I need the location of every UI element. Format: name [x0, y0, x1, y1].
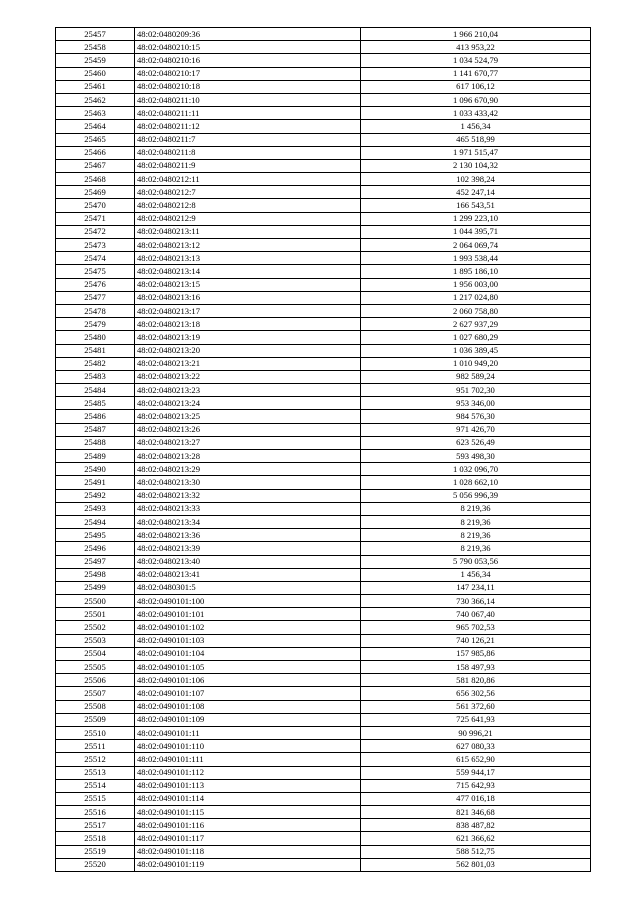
- cadastral-number-cell: 48:02:0490101:114: [135, 792, 361, 805]
- table-row: [56, 726, 591, 739]
- cadastral-value-cell: 102 398,24: [361, 173, 591, 186]
- row-number-cell: 25458: [56, 41, 135, 54]
- row-number-cell: 25494: [56, 515, 135, 528]
- cadastral-number-cell: 48:02:0490101:113: [135, 779, 361, 792]
- row-number-cell: 25506: [56, 674, 135, 687]
- cadastral-number-cell: 48:02:0480213:14: [135, 265, 361, 278]
- cadastral-value-cell: 1 456,34: [361, 120, 591, 133]
- table-row: [56, 819, 591, 832]
- table-row: [56, 304, 591, 317]
- table-row: [56, 41, 591, 54]
- row-number-cell: 25481: [56, 344, 135, 357]
- cadastral-number-cell: 48:02:0480213:29: [135, 463, 361, 476]
- cadastral-value-cell: 593 498,30: [361, 450, 591, 463]
- cadastral-value-cell: 8 219,36: [361, 529, 591, 542]
- row-number-cell: 25489: [56, 450, 135, 463]
- cadastral-value-cell: 740 067,40: [361, 608, 591, 621]
- cadastral-value-cell: 971 426,70: [361, 423, 591, 436]
- cadastral-number-cell: 48:02:0480211:11: [135, 107, 361, 120]
- cadastral-value-cell: 1 028 662,10: [361, 476, 591, 489]
- row-number-cell: 25498: [56, 568, 135, 581]
- table-row: [56, 647, 591, 660]
- cadastral-value-cell: 730 366,14: [361, 595, 591, 608]
- table-row: [56, 687, 591, 700]
- cadastral-value-cell: 8 219,36: [361, 542, 591, 555]
- cadastral-value-cell: 1 141 670,77: [361, 67, 591, 80]
- row-number-cell: 25472: [56, 225, 135, 238]
- row-number-cell: 25491: [56, 476, 135, 489]
- row-number-cell: 25503: [56, 634, 135, 647]
- cadastral-value-cell: 562 801,03: [361, 858, 591, 871]
- table-row: [56, 713, 591, 726]
- table-row: [56, 634, 591, 647]
- cadastral-number-cell: 48:02:0490101:110: [135, 740, 361, 753]
- cadastral-number-cell: 48:02:0480213:15: [135, 278, 361, 291]
- cadastral-value-cell: 1 895 186,10: [361, 265, 591, 278]
- table-row: [56, 159, 591, 172]
- cadastral-value-cell: 5 790 053,56: [361, 555, 591, 568]
- row-number-cell: 25480: [56, 331, 135, 344]
- table-row: [56, 252, 591, 265]
- cadastral-value-cell: 2 130 104,32: [361, 159, 591, 172]
- row-number-cell: 25502: [56, 621, 135, 634]
- table-row: [56, 621, 591, 634]
- row-number-cell: 25493: [56, 502, 135, 515]
- cadastral-value-cell: 581 820,86: [361, 674, 591, 687]
- row-number-cell: 25507: [56, 687, 135, 700]
- cadastral-number-cell: 48:02:0480211:7: [135, 133, 361, 146]
- cadastral-number-cell: 48:02:0480213:26: [135, 423, 361, 436]
- cadastral-number-cell: 48:02:0480213:17: [135, 304, 361, 317]
- row-number-cell: 25483: [56, 370, 135, 383]
- cadastral-value-cell: 5 056 996,39: [361, 489, 591, 502]
- cadastral-number-cell: 48:02:0480211:12: [135, 120, 361, 133]
- row-number-cell: 25478: [56, 304, 135, 317]
- table-row: [56, 384, 591, 397]
- cadastral-value-table: [55, 27, 591, 872]
- table-row: [56, 595, 591, 608]
- row-number-cell: 25516: [56, 806, 135, 819]
- cadastral-number-cell: 48:02:0480213:12: [135, 239, 361, 252]
- cadastral-value-cell: 1 456,34: [361, 568, 591, 581]
- cadastral-value-cell: 621 366,62: [361, 832, 591, 845]
- row-number-cell: 25501: [56, 608, 135, 621]
- cadastral-value-cell: 984 576,30: [361, 410, 591, 423]
- cadastral-number-cell: 48:02:0490101:117: [135, 832, 361, 845]
- row-number-cell: 25460: [56, 67, 135, 80]
- cadastral-value-cell: 965 702,53: [361, 621, 591, 634]
- cadastral-value-cell: 615 652,90: [361, 753, 591, 766]
- cadastral-number-cell: 48:02:0490101:116: [135, 819, 361, 832]
- cadastral-value-cell: 725 641,93: [361, 713, 591, 726]
- table-row: [56, 199, 591, 212]
- cadastral-value-cell: 477 016,18: [361, 792, 591, 805]
- row-number-cell: 25496: [56, 542, 135, 555]
- cadastral-number-cell: 48:02:0490101:106: [135, 674, 361, 687]
- table-row: [56, 410, 591, 423]
- cadastral-value-cell: 1 027 680,29: [361, 331, 591, 344]
- table-row: [56, 463, 591, 476]
- cadastral-number-cell: 48:02:0480213:23: [135, 384, 361, 397]
- table-body: [56, 28, 591, 872]
- cadastral-value-cell: 465 518,99: [361, 133, 591, 146]
- cadastral-number-cell: 48:02:0490101:111: [135, 753, 361, 766]
- cadastral-number-cell: 48:02:0480213:33: [135, 502, 361, 515]
- cadastral-number-cell: 48:02:0480213:24: [135, 397, 361, 410]
- table-row: [56, 67, 591, 80]
- row-number-cell: 25465: [56, 133, 135, 146]
- table-row: [56, 239, 591, 252]
- cadastral-value-cell: 8 219,36: [361, 502, 591, 515]
- cadastral-number-cell: 48:02:0490101:102: [135, 621, 361, 634]
- cadastral-number-cell: 48:02:0480210:18: [135, 80, 361, 93]
- table-row: [56, 28, 591, 41]
- row-number-cell: 25461: [56, 80, 135, 93]
- cadastral-number-cell: 48:02:0490101:115: [135, 806, 361, 819]
- row-number-cell: 25495: [56, 529, 135, 542]
- table-row: [56, 529, 591, 542]
- table-row: [56, 779, 591, 792]
- cadastral-value-cell: 2 064 069,74: [361, 239, 591, 252]
- cadastral-value-cell: 2 060 758,80: [361, 304, 591, 317]
- row-number-cell: 25518: [56, 832, 135, 845]
- row-number-cell: 25468: [56, 173, 135, 186]
- table-row: [56, 766, 591, 779]
- cadastral-value-cell: 1 033 433,42: [361, 107, 591, 120]
- cadastral-number-cell: 48:02:0490101:103: [135, 634, 361, 647]
- cadastral-value-cell: 559 944,17: [361, 766, 591, 779]
- cadastral-number-cell: 48:02:0480213:13: [135, 252, 361, 265]
- row-number-cell: 25520: [56, 858, 135, 871]
- cadastral-number-cell: 48:02:0490101:100: [135, 595, 361, 608]
- cadastral-number-cell: 48:02:0490101:119: [135, 858, 361, 871]
- cadastral-value-cell: 2 627 937,29: [361, 318, 591, 331]
- cadastral-value-cell: 1 217 024,80: [361, 291, 591, 304]
- table-row: [56, 54, 591, 67]
- cadastral-number-cell: 48:02:0480213:25: [135, 410, 361, 423]
- table-row: [56, 674, 591, 687]
- table-row: [56, 120, 591, 133]
- table-row: [56, 581, 591, 594]
- row-number-cell: 25492: [56, 489, 135, 502]
- cadastral-value-cell: 715 642,93: [361, 779, 591, 792]
- row-number-cell: 25510: [56, 726, 135, 739]
- row-number-cell: 25486: [56, 410, 135, 423]
- cadastral-value-cell: 1 956 003,00: [361, 278, 591, 291]
- row-number-cell: 25482: [56, 357, 135, 370]
- cadastral-number-cell: 48:02:0480213:30: [135, 476, 361, 489]
- table-row: [56, 107, 591, 120]
- cadastral-value-cell: 1 966 210,04: [361, 28, 591, 41]
- row-number-cell: 25517: [56, 819, 135, 832]
- table-row: [56, 344, 591, 357]
- table-row: [56, 502, 591, 515]
- cadastral-number-cell: 48:02:0480213:41: [135, 568, 361, 581]
- row-number-cell: 25466: [56, 146, 135, 159]
- cadastral-value-cell: 821 346,68: [361, 806, 591, 819]
- table-row: [56, 80, 591, 93]
- row-number-cell: 25519: [56, 845, 135, 858]
- row-number-cell: 25457: [56, 28, 135, 41]
- cadastral-number-cell: 48:02:0490101:105: [135, 661, 361, 674]
- row-number-cell: 25499: [56, 581, 135, 594]
- row-number-cell: 25500: [56, 595, 135, 608]
- row-number-cell: 25479: [56, 318, 135, 331]
- row-number-cell: 25463: [56, 107, 135, 120]
- cadastral-number-cell: 48:02:0480213:36: [135, 529, 361, 542]
- cadastral-value-cell: 1 032 096,70: [361, 463, 591, 476]
- row-number-cell: 25512: [56, 753, 135, 766]
- table-row: [56, 436, 591, 449]
- row-number-cell: 25504: [56, 647, 135, 660]
- cadastral-number-cell: 48:02:0480212:9: [135, 212, 361, 225]
- cadastral-value-cell: 561 372,60: [361, 700, 591, 713]
- cadastral-number-cell: 48:02:0490101:104: [135, 647, 361, 660]
- cadastral-number-cell: 48:02:0490101:109: [135, 713, 361, 726]
- cadastral-number-cell: 48:02:0490101:107: [135, 687, 361, 700]
- table-row: [56, 792, 591, 805]
- cadastral-number-cell: 48:02:0490101:101: [135, 608, 361, 621]
- row-number-cell: 25511: [56, 740, 135, 753]
- row-number-cell: 25488: [56, 436, 135, 449]
- cadastral-value-cell: 982 589,24: [361, 370, 591, 383]
- cadastral-value-cell: 147 234,11: [361, 581, 591, 594]
- cadastral-value-cell: 1 971 515,47: [361, 146, 591, 159]
- row-number-cell: 25475: [56, 265, 135, 278]
- cadastral-value-cell: 1 299 223,10: [361, 212, 591, 225]
- table-row: [56, 146, 591, 159]
- table-row: [56, 212, 591, 225]
- cadastral-value-cell: 617 106,12: [361, 80, 591, 93]
- table-row: [56, 450, 591, 463]
- cadastral-number-cell: 48:02:0480213:11: [135, 225, 361, 238]
- cadastral-value-cell: 1 993 538,44: [361, 252, 591, 265]
- row-number-cell: 25513: [56, 766, 135, 779]
- table-row: [56, 515, 591, 528]
- cadastral-value-cell: 1 044 395,71: [361, 225, 591, 238]
- table-row: [56, 370, 591, 383]
- cadastral-number-cell: 48:02:0480213:21: [135, 357, 361, 370]
- cadastral-value-cell: 838 487,82: [361, 819, 591, 832]
- cadastral-number-cell: 48:02:0480211:10: [135, 93, 361, 106]
- cadastral-value-cell: 8 219,36: [361, 515, 591, 528]
- row-number-cell: 25467: [56, 159, 135, 172]
- table-row: [56, 555, 591, 568]
- row-number-cell: 25515: [56, 792, 135, 805]
- table-row: [56, 93, 591, 106]
- table-row: [56, 489, 591, 502]
- table-row: [56, 476, 591, 489]
- row-number-cell: 25508: [56, 700, 135, 713]
- row-number-cell: 25497: [56, 555, 135, 568]
- cadastral-number-cell: 48:02:0480213:32: [135, 489, 361, 502]
- cadastral-value-cell: 588 512,75: [361, 845, 591, 858]
- table-row: [56, 357, 591, 370]
- row-number-cell: 25473: [56, 239, 135, 252]
- cadastral-value-cell: 166 543,51: [361, 199, 591, 212]
- table-row: [56, 265, 591, 278]
- cadastral-value-cell: 656 302,56: [361, 687, 591, 700]
- cadastral-number-cell: 48:02:0480213:28: [135, 450, 361, 463]
- row-number-cell: 25490: [56, 463, 135, 476]
- cadastral-number-cell: 48:02:0480213:18: [135, 318, 361, 331]
- cadastral-value-cell: 1 096 670,90: [361, 93, 591, 106]
- row-number-cell: 25470: [56, 199, 135, 212]
- table-row: [56, 173, 591, 186]
- table-row: [56, 225, 591, 238]
- cadastral-value-cell: 1 010 949,20: [361, 357, 591, 370]
- cadastral-value-cell: 158 497,93: [361, 661, 591, 674]
- row-number-cell: 25459: [56, 54, 135, 67]
- cadastral-value-cell: 157 985,86: [361, 647, 591, 660]
- table-row: [56, 661, 591, 674]
- table-row: [56, 423, 591, 436]
- row-number-cell: 25505: [56, 661, 135, 674]
- row-number-cell: 25487: [56, 423, 135, 436]
- cadastral-value-cell: 90 996,21: [361, 726, 591, 739]
- table-row: [56, 845, 591, 858]
- cadastral-number-cell: 48:02:0480211:8: [135, 146, 361, 159]
- cadastral-number-cell: 48:02:0480213:27: [135, 436, 361, 449]
- table-row: [56, 186, 591, 199]
- row-number-cell: 25469: [56, 186, 135, 199]
- row-number-cell: 25484: [56, 384, 135, 397]
- table-row: [56, 318, 591, 331]
- cadastral-number-cell: 48:02:0480209:36: [135, 28, 361, 41]
- row-number-cell: 25509: [56, 713, 135, 726]
- cadastral-number-cell: 48:02:0490101:108: [135, 700, 361, 713]
- cadastral-number-cell: 48:02:0480213:39: [135, 542, 361, 555]
- row-number-cell: 25485: [56, 397, 135, 410]
- cadastral-number-cell: 48:02:0490101:11: [135, 726, 361, 739]
- cadastral-number-cell: 48:02:0480210:17: [135, 67, 361, 80]
- table-row: [56, 291, 591, 304]
- cadastral-number-cell: 48:02:0480213:40: [135, 555, 361, 568]
- cadastral-number-cell: 48:02:0480213:34: [135, 515, 361, 528]
- cadastral-number-cell: 48:02:0480210:16: [135, 54, 361, 67]
- table-row: [56, 608, 591, 621]
- table-row: [56, 542, 591, 555]
- cadastral-number-cell: 48:02:0480213:19: [135, 331, 361, 344]
- cadastral-value-cell: 623 526,49: [361, 436, 591, 449]
- cadastral-value-cell: 627 080,33: [361, 740, 591, 753]
- cadastral-value-cell: 1 036 389,45: [361, 344, 591, 357]
- row-number-cell: 25476: [56, 278, 135, 291]
- row-number-cell: 25471: [56, 212, 135, 225]
- cadastral-number-cell: 48:02:0480213:16: [135, 291, 361, 304]
- row-number-cell: 25477: [56, 291, 135, 304]
- cadastral-number-cell: 48:02:0490101:112: [135, 766, 361, 779]
- table-row: [56, 278, 591, 291]
- cadastral-number-cell: 48:02:0490101:118: [135, 845, 361, 858]
- table-row: [56, 858, 591, 871]
- cadastral-value-cell: 953 346,00: [361, 397, 591, 410]
- table-row: [56, 832, 591, 845]
- cadastral-value-cell: 951 702,30: [361, 384, 591, 397]
- cadastral-number-cell: 48:02:0480301:5: [135, 581, 361, 594]
- table-row: [56, 397, 591, 410]
- cadastral-value-cell: 452 247,14: [361, 186, 591, 199]
- cadastral-number-cell: 48:02:0480211:9: [135, 159, 361, 172]
- cadastral-value-cell: 740 126,21: [361, 634, 591, 647]
- table-row: [56, 740, 591, 753]
- row-number-cell: 25474: [56, 252, 135, 265]
- table-row: [56, 568, 591, 581]
- cadastral-number-cell: 48:02:0480210:15: [135, 41, 361, 54]
- cadastral-number-cell: 48:02:0480213:20: [135, 344, 361, 357]
- cadastral-value-cell: 413 953,22: [361, 41, 591, 54]
- row-number-cell: 25464: [56, 120, 135, 133]
- table-row: [56, 806, 591, 819]
- table-row: [56, 700, 591, 713]
- table-row: [56, 331, 591, 344]
- row-number-cell: 25462: [56, 93, 135, 106]
- row-number-cell: 25514: [56, 779, 135, 792]
- cadastral-value-cell: 1 034 524,79: [361, 54, 591, 67]
- table-row: [56, 753, 591, 766]
- cadastral-number-cell: 48:02:0480212:8: [135, 199, 361, 212]
- cadastral-number-cell: 48:02:0480212:7: [135, 186, 361, 199]
- cadastral-number-cell: 48:02:0480213:22: [135, 370, 361, 383]
- cadastral-number-cell: 48:02:0480212:11: [135, 173, 361, 186]
- table-row: [56, 133, 591, 146]
